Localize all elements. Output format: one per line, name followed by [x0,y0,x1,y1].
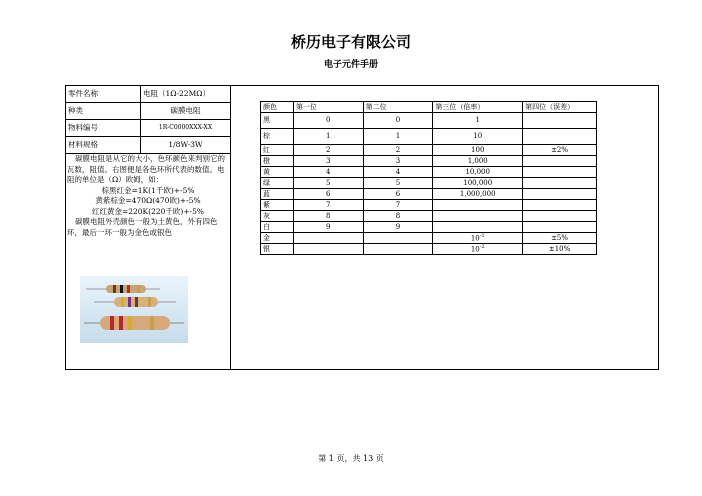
table-row [261,167,597,178]
example-line: 红红黄金=220K(220千欧)+-5% [91,206,205,216]
color-cell: 绿 [261,178,294,189]
digit2-cell: 3 [363,156,433,167]
tolerance-cell [523,222,597,233]
multiplier-cell: 1,000 [433,156,523,167]
multiplier-exponent: -2 [479,243,485,250]
part-info-table [65,85,231,154]
color-cell: 白 [261,222,294,233]
multiplier-cell [433,222,523,233]
multiplier-cell: 100 [433,145,523,156]
digit2-cell: 8 [363,211,433,222]
column-header: 颜色 [261,102,294,113]
info-key: 零件名称 [66,86,141,103]
tolerance-cell [523,211,597,222]
digit2-cell: 7 [363,200,433,211]
color-code-table [260,101,597,255]
document-title: 桥历电子有限公司 [290,33,411,51]
table-row [261,113,597,129]
digit2-cell: 4 [363,167,433,178]
digit1-cell: 6 [293,189,363,200]
multiplier-cell: 100,000 [433,178,523,189]
color-cell: 棕 [261,129,294,145]
color-cell: 金 [261,233,294,244]
multiplier-cell: 10,000 [433,167,523,178]
digit2-cell: 9 [363,222,433,233]
digit1-cell: 2 [293,145,363,156]
multiplier-cell: 10 [433,129,523,145]
color-cell: 橙 [261,156,294,167]
tolerance-cell [523,129,597,145]
digit1-cell: 0 [293,113,363,129]
digit2-cell: 6 [363,189,433,200]
info-value: 1/8W-3W [141,137,231,154]
table-row [261,233,597,244]
table-row [261,156,597,167]
tolerance-cell [523,156,597,167]
description-note: 碳膜电阻外壳颜色一般为土黄色，外有四色环，最后一环一般为金色或银色 [67,217,218,237]
digit1-cell: 5 [293,178,363,189]
digit1-cell: 9 [293,222,363,233]
tolerance-cell: ±2% [523,145,597,156]
info-row [66,103,231,120]
info-value: 1R-C0000XXX-XX [141,120,231,137]
digit1-cell: 7 [293,200,363,211]
description [67,154,229,238]
multiplier-cell: 1 [433,113,523,129]
multiplier-exponent: -1 [479,232,485,239]
digit1-cell: 1 [293,129,363,145]
digit1-cell: 8 [293,211,363,222]
tolerance-cell [523,167,597,178]
multiplier-cell [433,244,523,255]
digit2-cell: 5 [363,178,433,189]
multiplier-cell [433,233,523,244]
multiplier-cell [433,200,523,211]
tolerance-cell: ±5% [523,233,597,244]
color-cell: 蓝 [261,189,294,200]
info-row [66,137,231,154]
digit1-cell [293,244,363,255]
color-cell: 银 [261,244,294,255]
column-header: 第三位（倍率） [433,102,523,113]
color-cell: 红 [261,145,294,156]
digit2-cell: 2 [363,145,433,156]
example-line: 黄紫棕金=470Ω(470欧)+-5% [95,196,201,205]
digit1-cell: 4 [293,167,363,178]
color-cell: 灰 [261,211,294,222]
digit2-cell [363,244,433,255]
info-value: 电阻（1Ω-22MΩ） [141,86,231,103]
table-row [261,244,597,255]
digit2-cell: 1 [363,129,433,145]
info-value: 碳膜电阻 [141,103,231,120]
page-footer: 第 1 页，共 13 页 [318,454,384,463]
column-header: 第一位 [293,102,363,113]
table-row [261,211,597,222]
table-row [261,222,597,233]
table-row [261,145,597,156]
digit2-cell [363,233,433,244]
tolerance-cell [523,200,597,211]
info-key: 种类 [66,103,141,120]
resistor-image [80,276,188,343]
resistor-photo [80,276,188,343]
table-row [261,178,597,189]
description-intro: 碳膜电阻是从它的大小，色环颜色来判别它的瓦数，阻值。右图便是各色环所代表的数值。电阻的单位是（Ω）欧姆，如： [67,154,225,184]
color-cell: 紫 [261,200,294,211]
color-cell: 黄 [261,167,294,178]
digit1-cell [293,233,363,244]
multiplier-base: 10 [470,234,480,243]
tolerance-cell [523,189,597,200]
info-key: 材料规格 [66,137,141,154]
tolerance-cell [523,113,597,129]
table-row [261,129,597,145]
info-key: 物料编号 [66,120,141,137]
digit2-cell: 0 [363,113,433,129]
table-row [261,200,597,211]
table-row [261,189,597,200]
multiplier-cell [433,211,523,222]
table-header-row [261,102,597,113]
digit1-cell: 3 [293,156,363,167]
example-line: 棕黑红金=1K(1千欧)+-5% [101,185,195,195]
info-row [66,120,231,137]
info-row [66,86,231,103]
tolerance-cell [523,178,597,189]
document-subtitle: 电子元件手册 [323,60,378,70]
tolerance-cell: ±10% [523,244,597,255]
column-header: 第二位 [363,102,433,113]
multiplier-cell: 1,000,000 [433,189,523,200]
column-header: 第四位（误差） [523,102,597,113]
multiplier-base: 10 [470,245,480,254]
color-cell: 黑 [261,113,294,129]
